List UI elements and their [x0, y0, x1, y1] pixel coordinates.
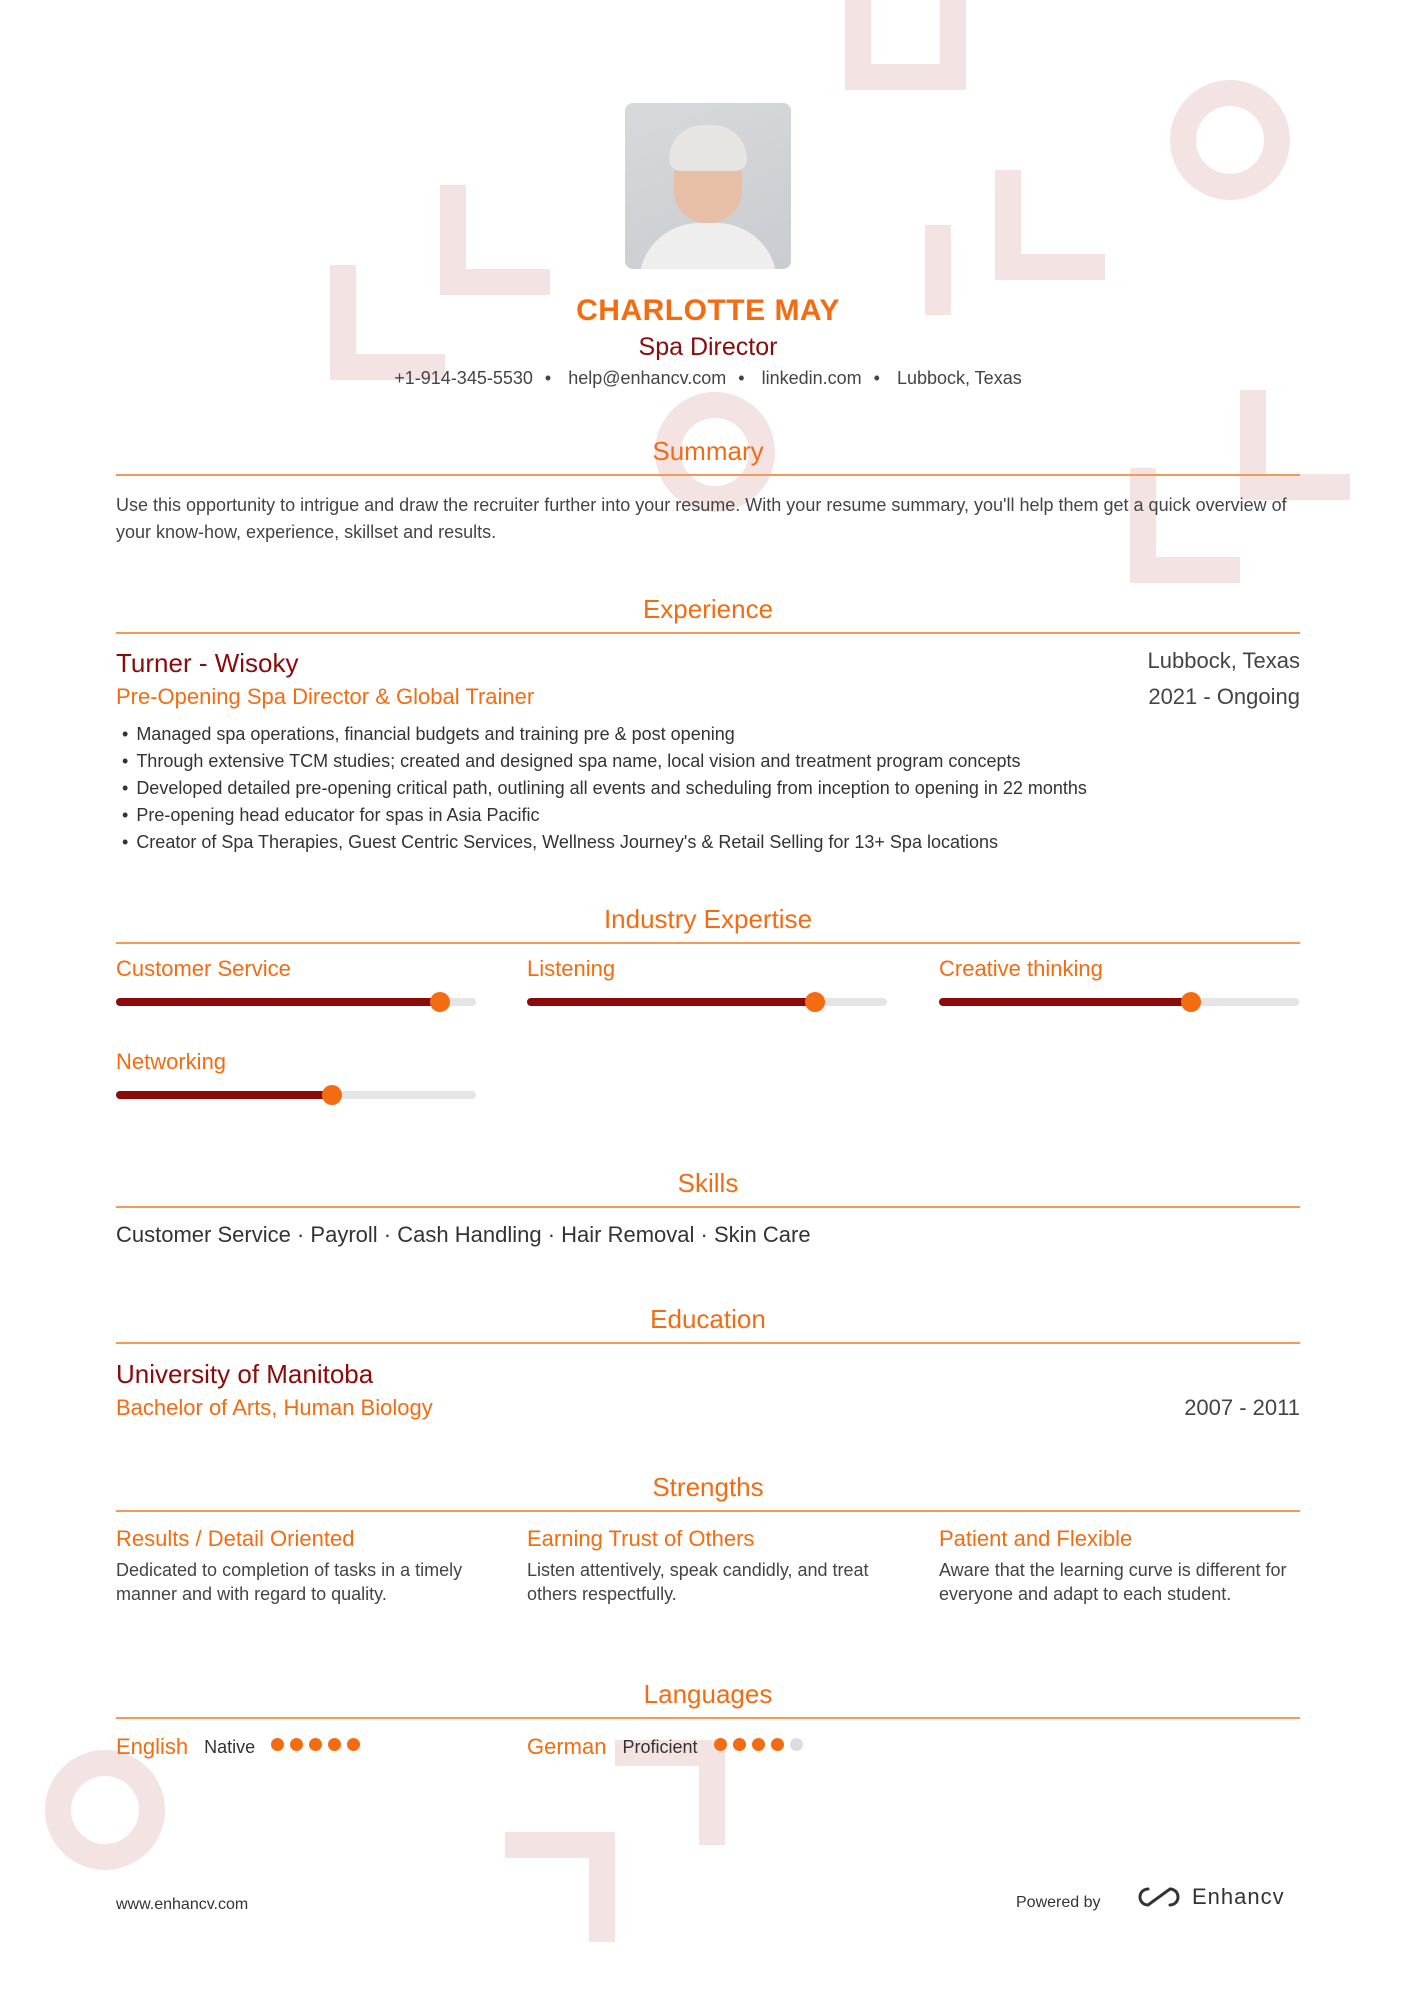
section-heading-experience: Experience: [642, 594, 774, 624]
skill-separator: ·: [296, 1222, 305, 1247]
section-divider: [116, 474, 1300, 476]
section-divider: [116, 632, 1300, 634]
contact-line: +1-914-345-5530 • help@enhancv.com • linkedin.com • Lubbock, Texas: [394, 368, 1022, 388]
skill-item: Payroll: [310, 1222, 378, 1247]
list-item: • Creator of Spa Therapies, Guest Centric Services, Wellness Journey's & Retail Selling for 13+ Spa locations: [122, 829, 1087, 856]
skill-item: Customer Service: [116, 1222, 291, 1247]
language-item: [116, 1734, 366, 1760]
language-dot: [290, 1738, 303, 1751]
section-heading-skills: Skills: [677, 1168, 739, 1198]
language-level: Native: [204, 1736, 256, 1757]
company-name: Turner - Wisoky: [116, 648, 299, 678]
skill-item: Hair Removal: [561, 1222, 695, 1247]
language-dot: [733, 1738, 746, 1751]
strength-title: Results / Detail Oriented: [116, 1526, 355, 1551]
list-item: • Pre-opening head educator for spas in Asia Pacific: [122, 802, 1087, 829]
language-dot: [771, 1738, 784, 1751]
skills-list: [116, 1222, 811, 1248]
language-dots: [714, 1738, 809, 1756]
section-heading-education: Education: [650, 1304, 766, 1334]
list-item: • Managed spa operations, financial budgets and training pre & post opening: [122, 721, 1087, 748]
language-dot: [752, 1738, 765, 1751]
language-dot: [271, 1738, 284, 1751]
section-divider: [116, 1717, 1300, 1719]
enhancv-logo-icon: [1136, 1885, 1182, 1909]
profile-photo: [625, 103, 791, 269]
brand-name: Enhancv: [1192, 1884, 1285, 1909]
education-dates: 2007 - 2011: [1184, 1395, 1300, 1420]
job-dates: 2021 - Ongoing: [1148, 684, 1300, 709]
language-dot: [347, 1738, 360, 1751]
skill-item: Cash Handling: [397, 1222, 542, 1247]
section-heading-summary: Summary: [652, 436, 764, 466]
skill-separator: ·: [383, 1222, 392, 1247]
language-name: English: [116, 1734, 189, 1759]
language-dot: [309, 1738, 322, 1751]
strength-item: [116, 1526, 476, 1606]
location: Lubbock, Texas: [896, 368, 1022, 388]
section-divider: [116, 1206, 1300, 1208]
strength-description: Listen attentively, speak candidly, and treat others respectfully.: [527, 1560, 869, 1604]
expertise-bar-knob: [430, 992, 450, 1012]
phone: +1-914-345-5530: [394, 368, 533, 388]
powered-by-text: Powered by: [1016, 1894, 1101, 1911]
experience-bullets: [122, 721, 1087, 856]
language-item: [527, 1734, 809, 1760]
language-dot: [328, 1738, 341, 1751]
email-link[interactable]: help@enhancv.com: [568, 368, 727, 388]
section-divider: [116, 1342, 1300, 1344]
job-role: Pre-Opening Spa Director & Global Trainer: [116, 684, 535, 709]
skill-separator: ·: [547, 1222, 556, 1247]
strength-description: Aware that the learning curve is different for everyone and adapt to each student.: [939, 1560, 1287, 1604]
strength-title: Earning Trust of Others: [527, 1526, 755, 1551]
language-dot: [714, 1738, 727, 1751]
candidate-title: Spa Director: [638, 333, 778, 361]
section-heading-languages: Languages: [643, 1679, 773, 1709]
language-name: German: [527, 1734, 607, 1759]
section-heading-strengths: Strengths: [652, 1472, 764, 1502]
expertise-label: Creative thinking: [939, 956, 1103, 981]
strength-title: Patient and Flexible: [939, 1526, 1133, 1551]
expertise-label: Customer Service: [116, 956, 291, 981]
school-name: University of Manitoba: [116, 1359, 374, 1389]
language-level: Proficient: [622, 1736, 698, 1757]
strength-description: Dedicated to completion of tasks in a timely manner and with regard to quality.: [116, 1560, 463, 1604]
footer-url[interactable]: www.enhancv.com: [116, 1896, 249, 1913]
expertise-bar: [116, 1091, 476, 1099]
expertise-label: Networking: [116, 1049, 227, 1074]
section-heading-expertise: Industry Expertise: [603, 904, 813, 934]
expertise-label: Listening: [527, 956, 616, 981]
list-item: • Developed detailed pre-opening critical path, outlining all events and scheduling from inception to opening in 22 months: [122, 775, 1087, 802]
expertise-bar-fill: [527, 998, 815, 1006]
enhancv-logo[interactable]: [1136, 1884, 1285, 1910]
expertise-bar-fill: [939, 998, 1191, 1006]
expertise-bar: [939, 998, 1299, 1006]
job-location: Lubbock, Texas: [1147, 648, 1300, 673]
skill-separator: ·: [700, 1222, 708, 1247]
section-divider: [116, 1510, 1300, 1512]
section-divider: [116, 942, 1300, 944]
expertise-bar-fill: [116, 1091, 332, 1099]
language-dots: [271, 1738, 366, 1756]
expertise-bar: [527, 998, 887, 1006]
language-dot: [790, 1738, 803, 1751]
expertise-bar-knob: [805, 992, 825, 1012]
degree: Bachelor of Arts, Human Biology: [116, 1395, 433, 1420]
candidate-name: CHARLOTTE MAY: [576, 294, 840, 327]
expertise-bar-knob: [1181, 992, 1201, 1012]
expertise-bar: [116, 998, 476, 1006]
list-item: • Through extensive TCM studies; created and designed spa name, local vision and treatment program concepts: [122, 748, 1087, 775]
expertise-bar-fill: [116, 998, 440, 1006]
expertise-bar-knob: [322, 1085, 342, 1105]
summary-text: Use this opportunity to intrigue and draw the recruiter further into your resume. With your resume summary, you'll help them get a quick overview of your know-how, experience, skillset and results.: [116, 495, 1287, 542]
linkedin-link[interactable]: linkedin.com: [761, 368, 862, 388]
skill-item: Skin Care: [713, 1222, 811, 1247]
strength-item: [939, 1526, 1299, 1606]
strength-item: [527, 1526, 887, 1606]
